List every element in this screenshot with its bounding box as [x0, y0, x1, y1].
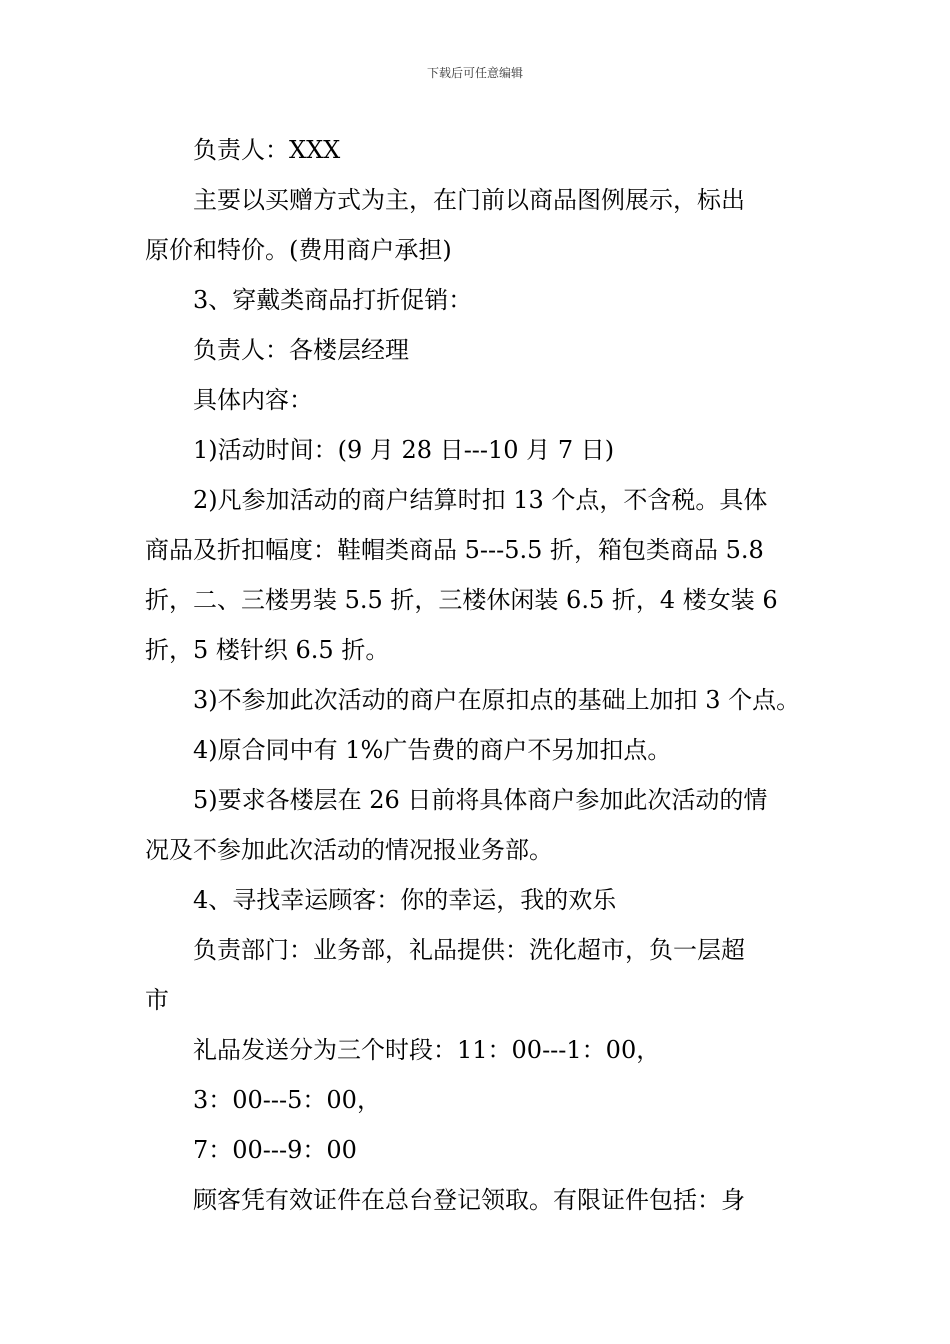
text-line: 3)不参加此次活动的商户在原扣点的基础上加扣 3 个点。	[193, 686, 801, 714]
text-line: 3：00---5：00，	[193, 1086, 381, 1114]
text-line: 折，5 楼针织 6.5 折。	[145, 636, 390, 664]
list-item-activity-time	[145, 425, 817, 475]
text-line: 市	[145, 986, 169, 1014]
text-line: 折，二、三楼男装 5.5 折，三楼休闲装 6.5 折，4 楼女装 6	[145, 586, 778, 614]
text-line: 商品及折扣幅度：鞋帽类商品 5---5.5 折，箱包类商品 5.8	[145, 536, 764, 564]
section-heading-clothing-discount	[145, 275, 817, 325]
text-line: 主要以买赠方式为主，在门前以商品图例展示，标出	[193, 186, 745, 214]
text-line: 7：00---9：00	[193, 1136, 357, 1164]
paragraph-id-requirement	[145, 1175, 817, 1225]
paragraph-gift-time-slot-2	[145, 1075, 817, 1125]
paragraph-gift-method	[145, 175, 817, 275]
text-line: 顾客凭有效证件在总台登记领取。有限证件包括：身	[193, 1186, 745, 1214]
paragraph-responsible-floor-managers	[145, 325, 817, 375]
paragraph-details-label	[145, 375, 817, 425]
text-line: 2)凡参加活动的商户结算时扣 13 个点，不含税。具体	[193, 486, 768, 514]
text-line: 5)要求各楼层在 26 日前将具体商户参加此次活动的情	[193, 786, 768, 814]
list-item-non-participants	[145, 675, 817, 725]
list-item-report-deadline	[145, 775, 817, 875]
text-line: 负责部门：业务部，礼品提供：洗化超市，负一层超	[193, 936, 745, 964]
text-line: 礼品发送分为三个时段：11：00---1：00，	[193, 1036, 661, 1064]
text-line: 4、寻找幸运顾客：你的幸运，我的欢乐	[193, 886, 617, 914]
text-line: 具体内容：	[193, 386, 313, 414]
text-line: 4)原合同中有 1%广告费的商户不另加扣点。	[193, 736, 672, 764]
paragraph-responsible-department	[145, 925, 817, 1025]
paragraph-responsible-xxx	[145, 125, 817, 175]
page-header	[0, 64, 950, 82]
text-line: 原价和特价。(费用商户承担)	[145, 236, 452, 264]
list-item-advertising-fee	[145, 725, 817, 775]
paragraph-gift-time-slot-3	[145, 1125, 817, 1175]
document-body	[145, 125, 817, 1225]
list-item-discount-rates	[145, 475, 817, 675]
page-header-text: 下载后可任意编辑	[426, 66, 523, 80]
text-line: 负责人：XXX	[193, 136, 341, 164]
text-line: 3、穿戴类商品打折促销：	[193, 286, 473, 314]
text-line: 况及不参加此次活动的情况报业务部。	[145, 836, 553, 864]
text-line: 1)活动时间：(9 月 28 日---10 月 7 日)	[193, 436, 615, 464]
paragraph-gift-time-slot-1	[145, 1025, 817, 1075]
text-line: 负责人：各楼层经理	[193, 336, 409, 364]
section-heading-lucky-customer	[145, 875, 817, 925]
